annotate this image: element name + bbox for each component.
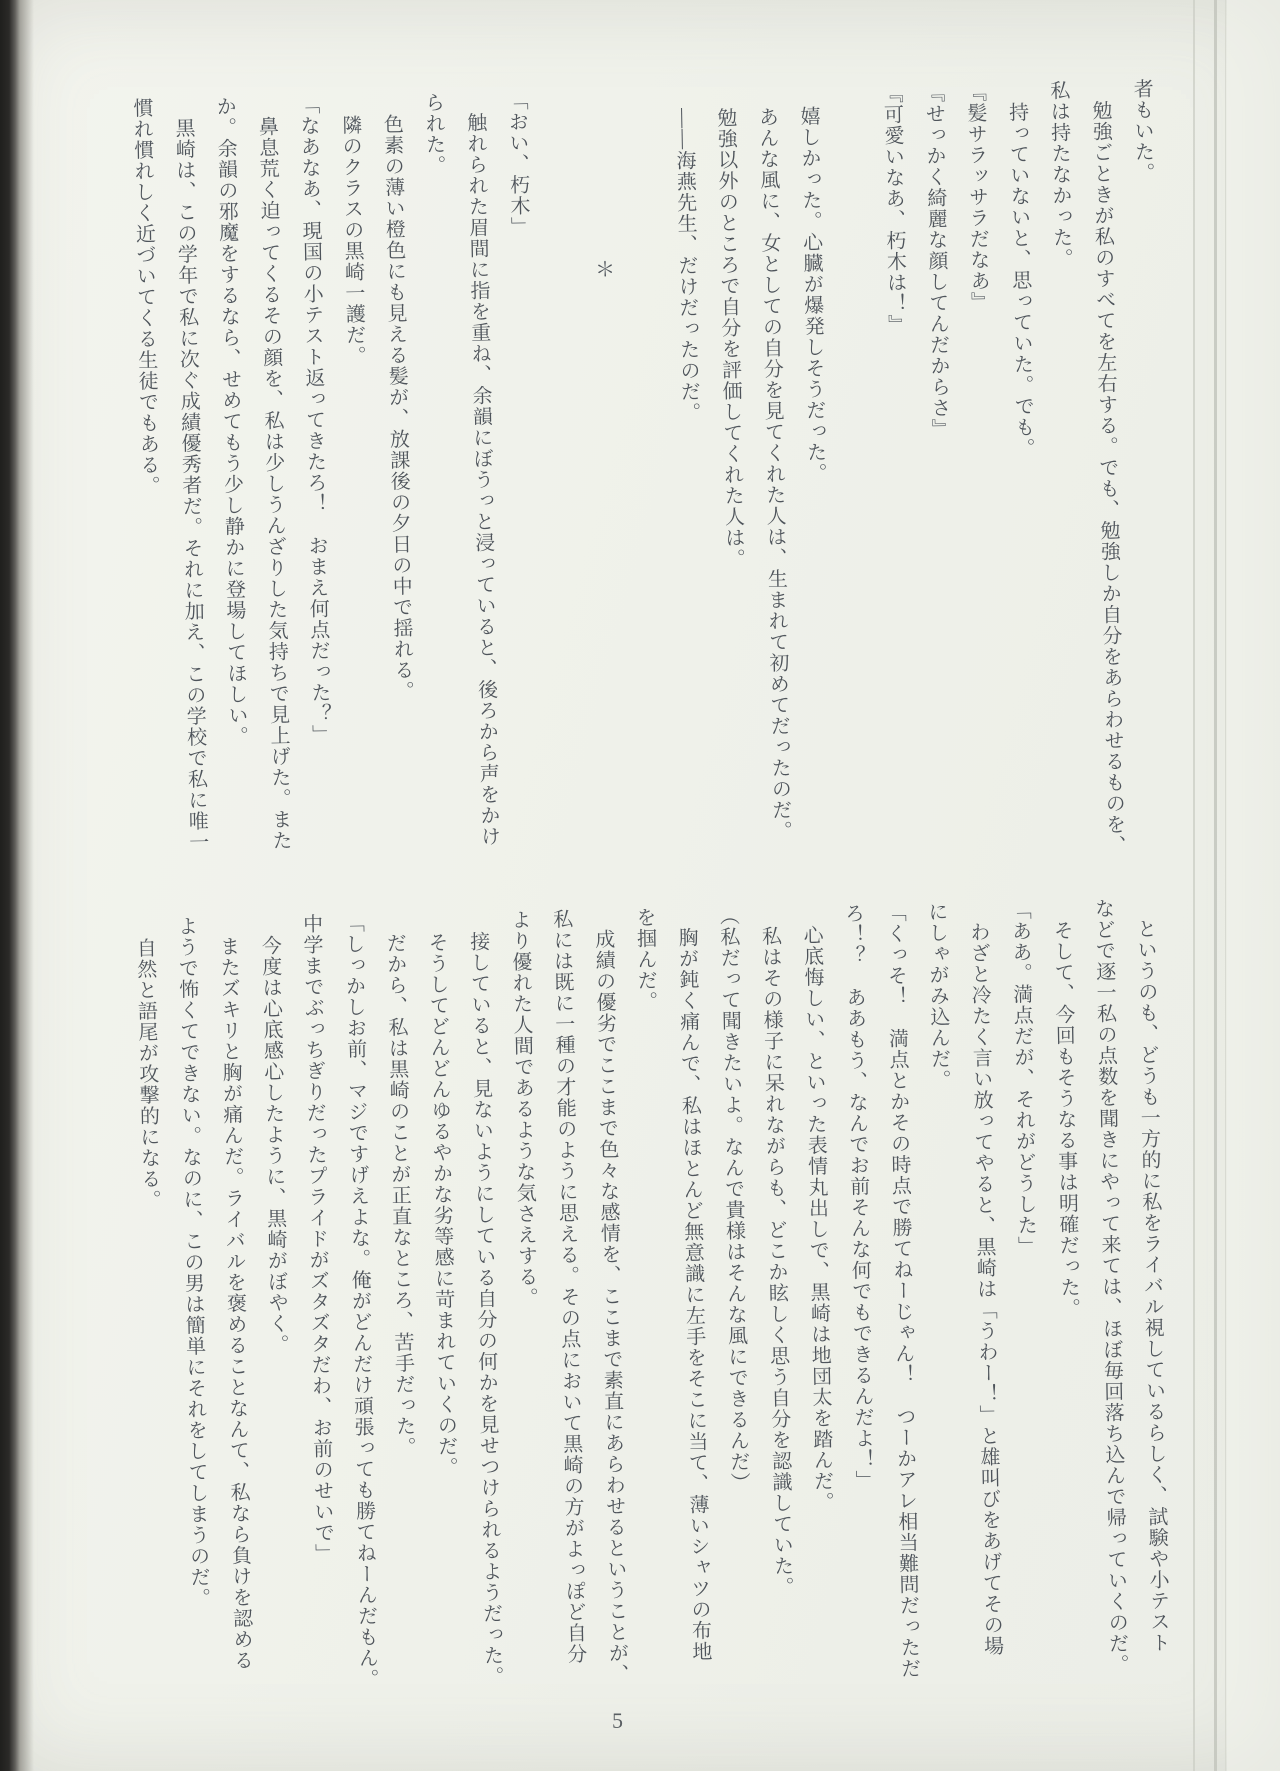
text-line: ——海燕先生、だけだったのだ。: [671, 107, 700, 424]
text-line: 私は持たなかった。: [1046, 79, 1073, 270]
text-line: 私はその様子に呆れながらも、どこか眩しく思う自分を認識していた。: [758, 925, 794, 1598]
text-line: 色素の薄い橙色にも見える髪が、放課後の夕日の中で揺れる。: [380, 113, 414, 702]
text-line: 今度は心底感心したように、黒崎がぼやく。: [258, 934, 289, 1356]
text-line: 『可愛いなあ、朽木は！』: [879, 82, 907, 336]
text-line: 者もいた。: [1130, 78, 1155, 184]
page-edge-line: [1225, 0, 1226, 1771]
text-line: 私には既に一種の才能のように思える。その点において黒崎の方がよっぽど自分: [549, 908, 586, 1665]
text-line: そして、今回もそうなる事は明確だった。: [1050, 919, 1080, 1320]
text-line: 心底悔しい、といった表情丸出しで、黒崎は地団太を踏んだ。: [799, 924, 834, 1513]
text-line: というのも、どうも一方的に私をライバル視しているらしく、試験や小テスト: [1133, 918, 1170, 1654]
text-line: 「おい、朽木」: [504, 90, 530, 238]
text-line: 慣れ慣れしく近づいてくる生徒でもある。: [129, 97, 160, 497]
text-line: だから、私は黒崎のことが正直なところ、苦手だった。: [383, 932, 416, 1458]
text-line: 鼻息荒く迫ってくるその顔を、私は少しうんざりした気持ちで見上げた。また: [255, 115, 292, 852]
text-line: より優れた人間であるような気さえする。: [507, 909, 538, 1309]
text-line: などで逐一私の点数を聞きにやって来ては、ほぼ毎回落ち込んで帰っていくのだ。: [1091, 897, 1129, 1676]
text-line: 勉強ごときが私のすべてを左右する。でも、勉強しか自分をあらわせるものを、: [1088, 99, 1126, 857]
text-line: 「ああ。満点だが、それがどうした」: [1007, 899, 1037, 1257]
text-line: （私だって聞きたいよ。なんで貴様はそんな風にできるんだ）: [716, 905, 750, 1494]
page-edge-line: [1193, 0, 1195, 1771]
page-edge-line: [1214, 0, 1217, 1771]
text-band-bottom: [121, 897, 1179, 1720]
text-line: あんな風に、女としての自分を見てくれた人は、生まれて初めてだったのだ。: [755, 106, 792, 842]
text-line: 『せっかく綺麗な顔してんだからさ』: [921, 82, 951, 440]
text-line: ようで怖くてできない。なのに、この男は簡単にそれをしてしまうのだ。: [174, 915, 210, 1609]
text-line: 自然と語尾が攻撃的になる。: [133, 937, 161, 1211]
text-band-top: [118, 78, 1174, 857]
text-line: 『髪サラッサラだなあ』: [963, 81, 990, 313]
text-line: またズキリと胸が痛んだ。ライバルを褒めることなんて、私なら負けを認める: [216, 935, 253, 1672]
text-line: 接していると、見ないようにしている自分の何かを見せつけられるようだった。: [466, 930, 504, 1688]
text-line: 隣のクラスの黒崎一護だ。: [338, 114, 366, 367]
text-line: にしゃがみ込んだ。: [924, 901, 951, 1091]
section-divider: ＊: [591, 258, 614, 279]
text-line: 中学までぶっちぎりだったプライドがズタズタだわ、お前のせいで」: [299, 913, 334, 1565]
text-line: 「くっそ！ 満点とかその時点で勝てねーじゃん！ つーかアレ相当難問だっただ: [882, 901, 920, 1680]
text-line: 胸が鈍く痛んで、私はほとんど無意識に左手をそこに当て、薄いシャツの布地: [674, 926, 712, 1663]
text-line: 黒崎は、この学年で私に次ぐ成績優秀者だ。それに加え、この学校で私に唯一: [171, 117, 208, 853]
text-line: 「しっかしお前、マジですげえよな。俺がどんだけ頑張っても勝てねーんだもん。: [341, 912, 379, 1690]
text-line: 成績の優劣でここまで色々な感情を、ここまで素直にあらわせるということが、: [591, 928, 629, 1685]
binding-shadow: [0, 0, 34, 1771]
text-line: か。余韻の邪魔をするなら、せめてもう少し静かに登場してほしい。: [213, 95, 248, 748]
text-line: 持っていないと、思っていた。でも。: [1005, 101, 1035, 459]
text-line: 勉強以外のところで自分を評価してくれた人は。: [713, 107, 745, 570]
text-line: 嬉しかった。心臓が爆発しそうだった。: [796, 105, 827, 484]
text-line: られた。: [421, 91, 446, 177]
text-line: 触れられた眉間に指を重ね、余韻にぼうっと浸っていると、後ろから声をかけ: [463, 111, 500, 848]
text-line: ろ！？ ああもう、なんでお前そんな何でもできるんだよ！」: [841, 902, 875, 1492]
page-number: 5: [612, 1708, 623, 1733]
text-line: そうしてどんどんゆるやかな劣等感に苛まれていくのだ。: [424, 931, 458, 1479]
right-paper-margin: [1227, 0, 1280, 1771]
text-line: わざと冷たく言い放ってやると、黒崎は「うわー！」と雄叫びをあげてその場: [966, 921, 1003, 1657]
text-line: 「なあなあ、現国の小テスト返ってきたろ！ おまえ何点だった？」: [296, 94, 331, 746]
text-line: を掴んだ。: [632, 906, 657, 1013]
